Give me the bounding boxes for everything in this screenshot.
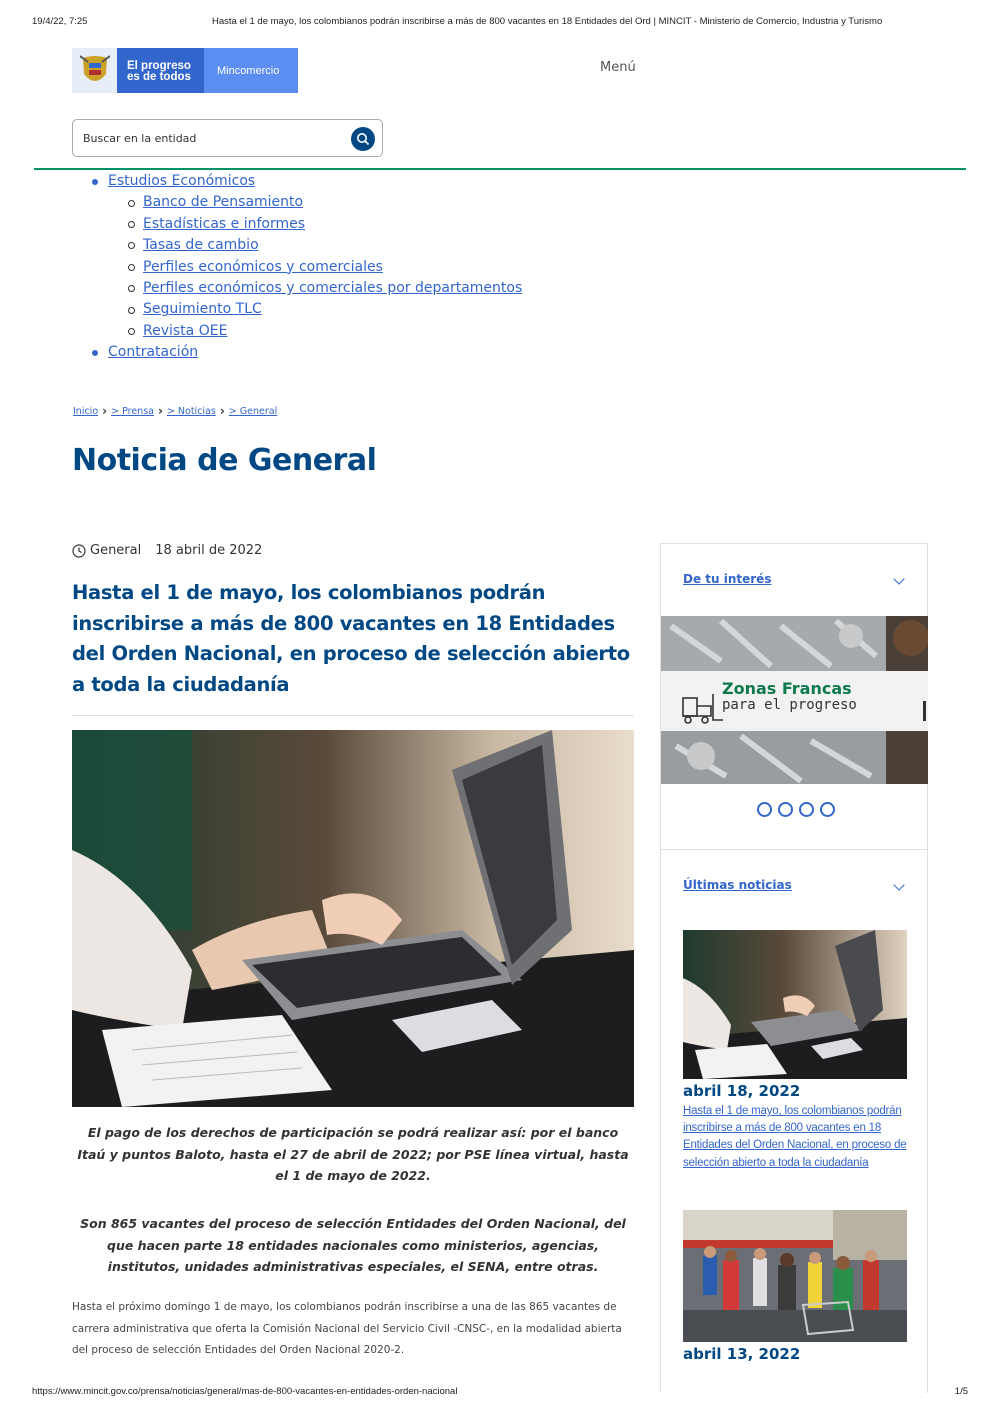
interest-header[interactable]: De tu interés <box>683 572 772 586</box>
news-link[interactable]: Hasta el 1 de mayo, los colombianos podrán inscribirse a más de 800 vacantes en 18 Entidades del Orden Nacional, en proceso de selección abierto a toda la ciudadanía <box>683 1105 907 1169</box>
carousel-dot[interactable] <box>820 802 835 817</box>
page-title: Noticia de General <box>72 443 377 478</box>
nav-link[interactable]: Estudios Económicos <box>108 173 256 189</box>
article-date: 18 abril de 2022 <box>155 543 263 558</box>
article-category: General <box>90 543 142 558</box>
chevron-right-icon: › <box>157 404 163 418</box>
lead-payment-emphasis: por PSE línea virtual <box>436 1146 581 1162</box>
bullet-icon <box>128 328 135 335</box>
bullet-icon <box>128 242 135 249</box>
print-page-number: 1/5 <box>954 1386 968 1397</box>
nav-subitem[interactable] <box>92 214 522 235</box>
nav-subitem[interactable] <box>92 299 522 320</box>
news-thumbnail[interactable] <box>683 1210 907 1342</box>
chevron-down-icon[interactable] <box>893 879 904 890</box>
article-photo <box>72 730 634 1107</box>
nav-link[interactable]: Revista OEE <box>143 322 228 339</box>
logo-slogan <box>117 48 204 93</box>
carousel-dot[interactable] <box>799 802 814 817</box>
print-page-title: Hasta el 1 de mayo, los colombianos podrán inscribirse a más de 800 vacantes en 18 Entidades del Ord | MINCIT - Ministerio de Comercio, Industria y Turismo <box>212 16 883 27</box>
title-divider <box>72 715 634 716</box>
logo-slogan-line1: El progreso <box>127 60 191 72</box>
sidebar <box>660 543 928 1393</box>
article-meta <box>72 543 262 558</box>
breadcrumb-home[interactable]: Inicio <box>73 405 99 417</box>
banner-title: Zonas Francas <box>722 679 852 698</box>
logo-slogan-line2: es de todos <box>127 71 191 83</box>
nav-link[interactable]: Tasas de cambio <box>143 237 259 254</box>
nav-subitem[interactable] <box>92 235 522 256</box>
nav-link[interactable]: Seguimiento TLC <box>143 301 262 318</box>
nav-subitem[interactable] <box>92 321 522 342</box>
lead-payment <box>72 1122 634 1187</box>
sidebar-divider <box>661 849 928 850</box>
clock-icon <box>72 544 86 558</box>
news-date: abril 13, 2022 <box>683 1345 801 1363</box>
print-url: https://www.mincit.gov.co/prensa/noticias/general/mas-de-800-vacantes-en-entidades-orden-nacional <box>32 1386 458 1397</box>
nav-link[interactable]: Banco de Pensamiento <box>143 194 304 211</box>
nav-link[interactable]: Estadísticas e informes <box>143 215 306 232</box>
carousel-dots <box>757 802 835 817</box>
menu-button[interactable]: Menú <box>600 60 636 75</box>
bullet-icon <box>128 285 135 292</box>
bullet-icon <box>92 179 98 185</box>
bullet-icon <box>128 200 135 207</box>
nav-link[interactable]: Contratación <box>108 344 199 361</box>
search-button[interactable] <box>351 127 375 151</box>
nav-subitem[interactable] <box>92 192 522 213</box>
search-input[interactable] <box>83 128 343 148</box>
nav-item[interactable] <box>92 342 522 363</box>
chevron-down-icon[interactable] <box>893 573 904 584</box>
site-logo[interactable] <box>72 48 298 93</box>
bullet-icon <box>92 350 98 356</box>
lead-vacancies: Son 865 vacantes del proceso de selección Entidades del Orden Nacional, del que hacen parte 18 entidades nacionales como ministerios, agencias, institutos, unidades administrativas especiales, el SENA, entre otras. <box>80 1216 626 1275</box>
nav-link[interactable]: Perfiles económicos y comerciales por departamentos <box>143 280 523 297</box>
nav-subitem[interactable] <box>92 257 522 278</box>
chevron-right-icon: › <box>102 404 108 418</box>
breadcrumb-noticias[interactable]: > Noticias <box>166 405 216 417</box>
news-thumbnail[interactable] <box>683 930 907 1079</box>
banner-subtitle: para el progreso <box>722 697 857 713</box>
article-body: Hasta el próximo domingo 1 de mayo, los colombianos podrán inscribirse a una de las 865 vacantes de carrera administrativa que oferta la Comisión Nacional del Servicio Civil -CNSC-, en la modalidad abierta del proceso de selección Entidades del Orden Nacional 2020-2. <box>72 1301 622 1356</box>
carousel-dot[interactable] <box>757 802 772 817</box>
search-box <box>72 119 383 157</box>
lead-payment-text-end: , hasta el 1 de mayo de 2022. <box>275 1146 629 1184</box>
nav-item[interactable] <box>92 171 522 192</box>
bullet-icon <box>128 264 135 271</box>
chevron-right-icon: › <box>219 404 225 418</box>
logo-entity: Mincomercio <box>204 48 298 93</box>
search-icon <box>356 132 370 146</box>
breadcrumb-prensa[interactable]: > Prensa <box>111 405 154 417</box>
latest-news-header[interactable]: Últimas noticias <box>683 878 792 892</box>
carousel-dot[interactable] <box>778 802 793 817</box>
breadcrumb <box>73 404 277 418</box>
lead-payment-text: El pago de los derechos de participación se podrá realizar así: por el banco Itaú y puntos Baloto, hasta el 27 de abril de 2022; <box>77 1125 619 1162</box>
header-divider <box>34 168 966 170</box>
coat-of-arms-icon <box>72 48 117 93</box>
news-date: abril 18, 2022 <box>683 1082 801 1100</box>
nav-subitem[interactable] <box>92 278 522 299</box>
nav-menu <box>92 171 522 364</box>
bullet-icon <box>128 307 135 314</box>
print-date: 19/4/22, 7:25 <box>32 16 88 27</box>
article-title: Hasta el 1 de mayo, los colombianos podrán inscribirse a más de 800 vacantes en 18 Entidades del Orden Nacional, en proceso de selección abierto a toda la ciudadanía <box>72 581 630 696</box>
nav-link[interactable]: Perfiles económicos y comerciales <box>143 258 383 275</box>
zonas-francas-banner[interactable] <box>661 616 928 784</box>
breadcrumb-general[interactable]: > General <box>228 405 278 417</box>
bullet-icon <box>128 221 135 228</box>
